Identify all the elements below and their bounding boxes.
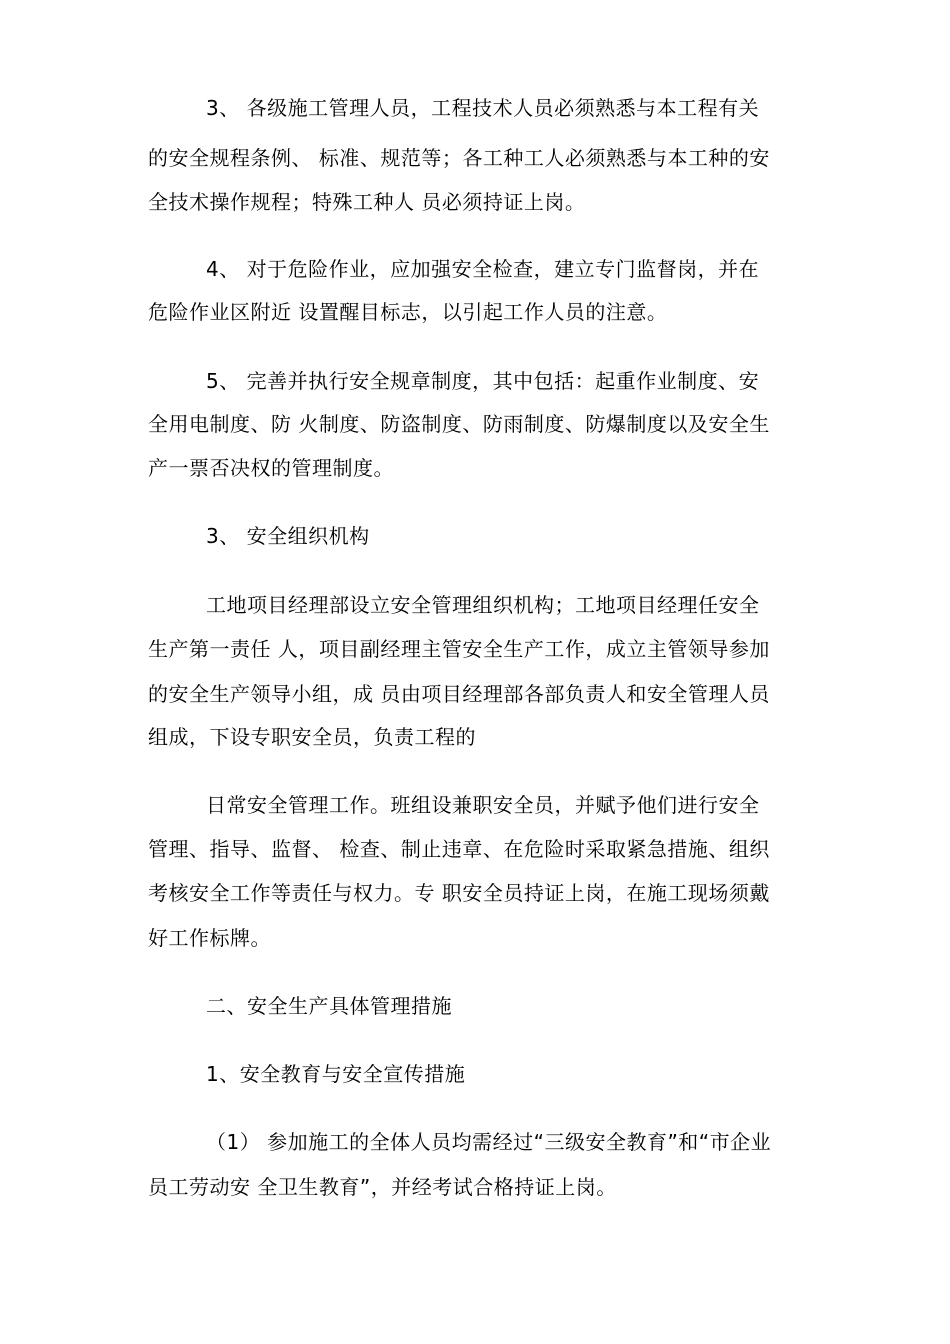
text-line: （1） 参加施工的全体人员均需经过“三级安全教育”和“市企业 [206,1130,772,1154]
text-line: 全用电制度、防 火制度、防盗制度、防雨制度、防爆制度以及安全生 [148,412,770,436]
text-line: 产一票否决权的管理制度。 [148,456,394,480]
text-line: 生产第一责任 人，项目副经理主管安全生产工作，成立主管领导参加 [148,637,770,661]
text-line: 的安全规程条例、 标准、规范等；各工种工人必须熟悉与本工种的安 [148,146,770,170]
text-line: 4、 对于危险作业，应加强安全检查，建立专门监督岗，并在 [206,257,760,281]
text-line: 全技术操作规程；特殊工种人 员必须持证上岗。 [148,190,586,214]
text-line: 员工劳动安 全卫生教育”，并经考试合格持证上岗。 [148,1175,617,1199]
text-line: 5、 完善并执行安全规章制度，其中包括：起重作业制度、安 [206,369,760,393]
section-heading: 3、 安全组织机构 [206,524,370,548]
text-line: 好工作标牌。 [148,926,271,950]
text-line: 管理、指导、监督、 检查、制止违章、在危险时采取紧急措施、组织 [148,837,770,861]
text-line: 日常安全管理工作。班组设兼职安全员，并赋予他们进行安全 [206,793,760,817]
text-line: 组成，下设专职安全员，负责工程的 [148,725,476,749]
text-line: 的安全生产领导小组，成 员由项目经理部各部负责人和安全管理人员 [148,682,770,706]
text-line: 危险作业区附近 设置醒目标志，以引起工作人员的注意。 [148,300,668,324]
text-line: 工地项目经理部设立安全管理组织机构；工地项目经理任安全 [206,593,760,617]
text-line: 考核安全工作等责任与权力。专 职安全员持证上岗，在施工现场须戴 [148,881,770,905]
text-line: 3、 各级施工管理人员，工程技术人员必须熟悉与本工程有关 [206,96,760,120]
section-heading: 1、安全教育与安全宣传措施 [206,1062,466,1086]
section-heading: 二、安全生产具体管理措施 [206,994,452,1018]
